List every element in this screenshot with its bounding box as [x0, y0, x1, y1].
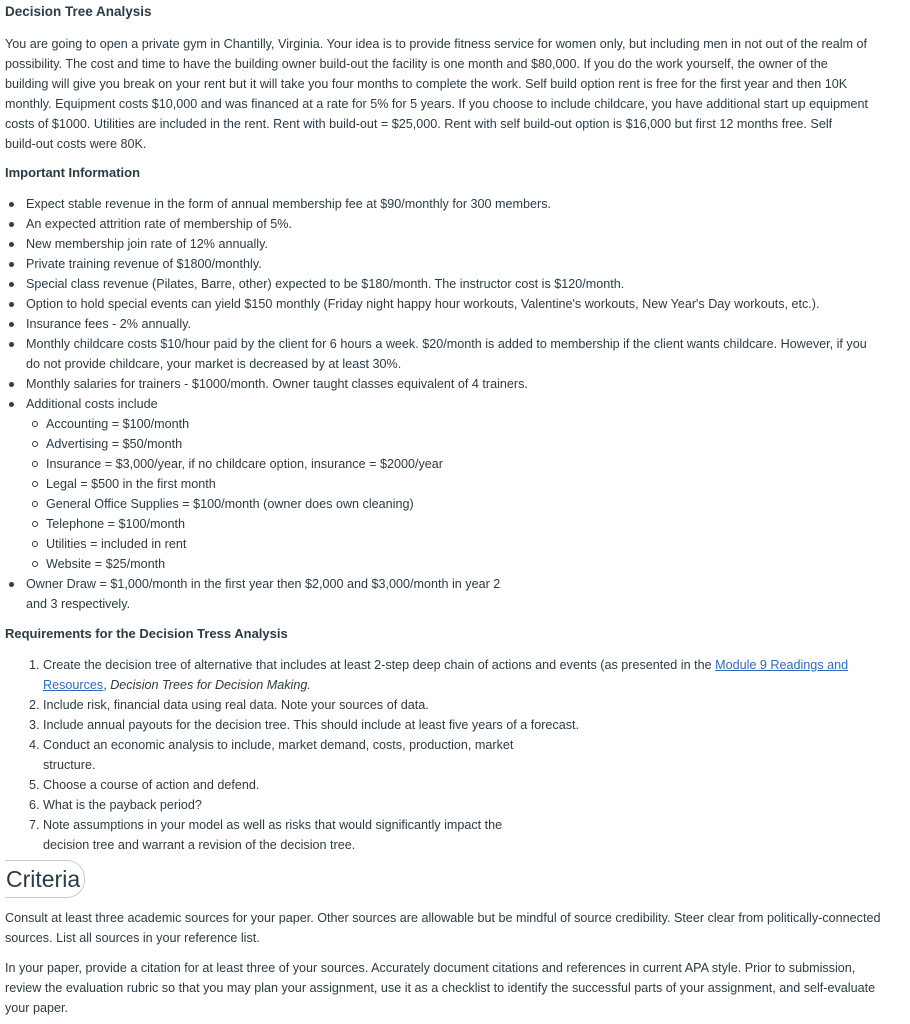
- sub-list-item-text: Telephone = $100/month: [46, 517, 185, 531]
- list-item-text: Note assumptions in your model as well as risks that would significantly impact the: [43, 818, 503, 832]
- criteria-paragraph-citations: [5, 958, 910, 1018]
- sub-list-item-text: Advertising = $50/month: [46, 437, 183, 451]
- important-info-heading: Important Information: [5, 165, 141, 180]
- bullet-icon: [9, 242, 14, 247]
- sub-list-item-text: General Office Supplies = $100/month (owner does own cleaning): [46, 497, 414, 511]
- list-item: [5, 374, 910, 394]
- sub-list-item: [26, 494, 910, 514]
- list-item: [5, 294, 910, 314]
- module-9-resources-link[interactable]: Resources: [43, 678, 104, 692]
- important-info-list: [5, 194, 910, 614]
- intro-line: You are going to open a private gym in Chantilly, Virginia. Your idea is to provide fitness service for women only, but including men in not out of the realm of: [5, 37, 867, 51]
- list-item-text: Owner Draw = $1,000/month in the first year then $2,000 and $3,000/month in year 2: [26, 577, 501, 591]
- list-item: [29, 715, 910, 735]
- list-item-text: Private training revenue of $1800/monthly.: [26, 257, 262, 271]
- paragraph-line: review the evaluation rubric so that you may plan your assignment, use it as a checklist to identify the successful parts of your assignment, and self-evaluate: [5, 981, 876, 995]
- list-item: [5, 574, 910, 614]
- list-number: 5.: [29, 778, 40, 792]
- list-item: [29, 775, 910, 795]
- intro-paragraph: [5, 34, 910, 154]
- circle-bullet-icon: [32, 521, 38, 527]
- sub-list-item: [26, 434, 910, 454]
- list-item-text: New membership join rate of 12% annually.: [26, 237, 268, 251]
- intro-line: possibility. The cost and time to have the building owner build-out the facility is one month and $80,000. If you do the work yourself, the owner of the: [5, 57, 828, 71]
- list-item: [5, 274, 910, 294]
- bullet-icon: [9, 382, 14, 387]
- list-item-text: do not provide childcare, your market is decreased by at least 30%.: [26, 357, 402, 371]
- bullet-icon: [9, 342, 14, 347]
- criteria-heading: Criteria: [5, 860, 85, 898]
- sub-list-item-text: Utilities = included in rent: [46, 537, 187, 551]
- paragraph-line: sources. List all sources in your reference list.: [5, 931, 260, 945]
- list-number: 6.: [29, 798, 40, 812]
- list-item-text: ,: [103, 678, 111, 692]
- intro-line: build-out costs were 80K.: [5, 137, 147, 151]
- intro-line: building will give you break on your rent but it will take you four months to complete the work. Self build option rent is free for the first year and then 10K: [5, 77, 848, 91]
- list-item: [5, 214, 910, 234]
- list-number: 1.: [29, 658, 40, 672]
- list-item-text: Create the decision tree of alternative that includes at least 2-step deep chain of actions and events (as presented in the: [43, 658, 716, 672]
- sub-list-item: [26, 534, 910, 554]
- bullet-icon: [9, 222, 14, 227]
- paragraph-line: In your paper, provide a citation for at least three of your sources. Accurately document citations and references in current APA style. Prior to submission,: [5, 961, 856, 975]
- reading-title: Decision Trees for Decision Making.: [110, 678, 311, 692]
- circle-bullet-icon: [32, 481, 38, 487]
- list-item: [5, 254, 910, 274]
- circle-bullet-icon: [32, 421, 38, 427]
- bullet-icon: [9, 282, 14, 287]
- list-item: [5, 394, 910, 574]
- intro-line: costs of $1000. Utilities are included in the rent. Rent with build-out = $25,000. Rent with self build-out option is $16,000 but first 12 months free. Self: [5, 117, 833, 131]
- sub-list-item-text: Legal = $500 in the first month: [46, 477, 216, 491]
- sub-list-item-text: Accounting = $100/month: [46, 417, 190, 431]
- sub-list-item-text: Insurance = $3,000/year, if no childcare option, insurance = $2000/year: [46, 457, 443, 471]
- list-item-text: Conduct an economic analysis to include, market demand, costs, production, market: [43, 738, 514, 752]
- list-item: [29, 735, 910, 775]
- bullet-icon: [9, 402, 14, 407]
- list-item-text: Monthly childcare costs $10/hour paid by the client for 6 hours a week. $20/month is added to membership if the client wants childcare. However, if you: [26, 337, 867, 351]
- list-item: [5, 194, 910, 214]
- paragraph-line: Consult at least three academic sources for your paper. Other sources are allowable but be mindful of source credibility. Steer clear from politically-connected: [5, 911, 881, 925]
- requirements-heading: Requirements for the Decision Tress Analysis: [5, 626, 288, 641]
- list-item-text: An expected attrition rate of membership of 5%.: [26, 217, 293, 231]
- list-item-text: structure.: [43, 758, 96, 772]
- paragraph-line: your paper.: [5, 1001, 69, 1015]
- list-item: [5, 334, 910, 374]
- list-item-text: Choose a course of action and defend.: [43, 778, 260, 792]
- list-item-text: Expect stable revenue in the form of annual membership fee at $90/monthly for 300 members.: [26, 197, 552, 211]
- criteria-paragraph-sources: [5, 908, 910, 948]
- intro-line: monthly. Equipment costs $10,000 and was financed at a rate for 5% for 5 years. If you choose to include childcare, you have additional start up equipment: [5, 97, 868, 111]
- list-item: [5, 314, 910, 334]
- bullet-icon: [9, 202, 14, 207]
- list-item-text: Special class revenue (Pilates, Barre, other) expected to be $180/month. The instructor cost is $120/month.: [26, 277, 625, 291]
- page-title: Decision Tree Analysis: [5, 4, 152, 19]
- module-9-readings-link[interactable]: Module 9 Readings and: [715, 658, 849, 672]
- circle-bullet-icon: [32, 441, 38, 447]
- list-item: [29, 695, 910, 715]
- circle-bullet-icon: [32, 501, 38, 507]
- circle-bullet-icon: [32, 561, 38, 567]
- bullet-icon: [9, 302, 14, 307]
- bullet-icon: [9, 262, 14, 267]
- circle-bullet-icon: [32, 541, 38, 547]
- sub-list-item: [26, 454, 910, 474]
- list-item-text: What is the payback period?: [43, 798, 202, 812]
- sub-list-item: [26, 474, 910, 494]
- sub-list-item: [26, 414, 910, 434]
- sub-list-item-text: Website = $25/month: [46, 557, 166, 571]
- list-item-text: and 3 respectively.: [26, 597, 131, 611]
- list-number: 2.: [29, 698, 40, 712]
- list-number: 3.: [29, 718, 40, 732]
- list-item-text: Insurance fees - 2% annually.: [26, 317, 191, 331]
- list-item: [29, 655, 910, 695]
- list-item-text: Include annual payouts for the decision tree. This should include at least five years of a forecast.: [43, 718, 580, 732]
- bullet-icon: [9, 582, 14, 587]
- list-item: [29, 795, 910, 815]
- list-item-text: decision tree and warrant a revision of the decision tree.: [43, 838, 356, 852]
- list-item-text: Additional costs include: [26, 397, 158, 411]
- requirements-list: [29, 655, 910, 855]
- list-item: [5, 234, 910, 254]
- bullet-icon: [9, 322, 14, 327]
- list-item-text: Include risk, financial data using real data. Note your sources of data.: [43, 698, 429, 712]
- circle-bullet-icon: [32, 461, 38, 467]
- list-number: 7.: [29, 818, 40, 832]
- sub-list-item: [26, 554, 910, 574]
- list-item-text: Monthly salaries for trainers - $1000/month. Owner taught classes equivalent of 4 trainers.: [26, 377, 528, 391]
- list-item: [29, 815, 910, 855]
- sub-list-item: [26, 514, 910, 534]
- list-item-text: Option to hold special events can yield $150 monthly (Friday night happy hour workouts, Valentine's workouts, New Year's Day workouts, etc.).: [26, 297, 820, 311]
- additional-costs-list: [26, 414, 910, 574]
- list-number: 4.: [29, 738, 40, 752]
